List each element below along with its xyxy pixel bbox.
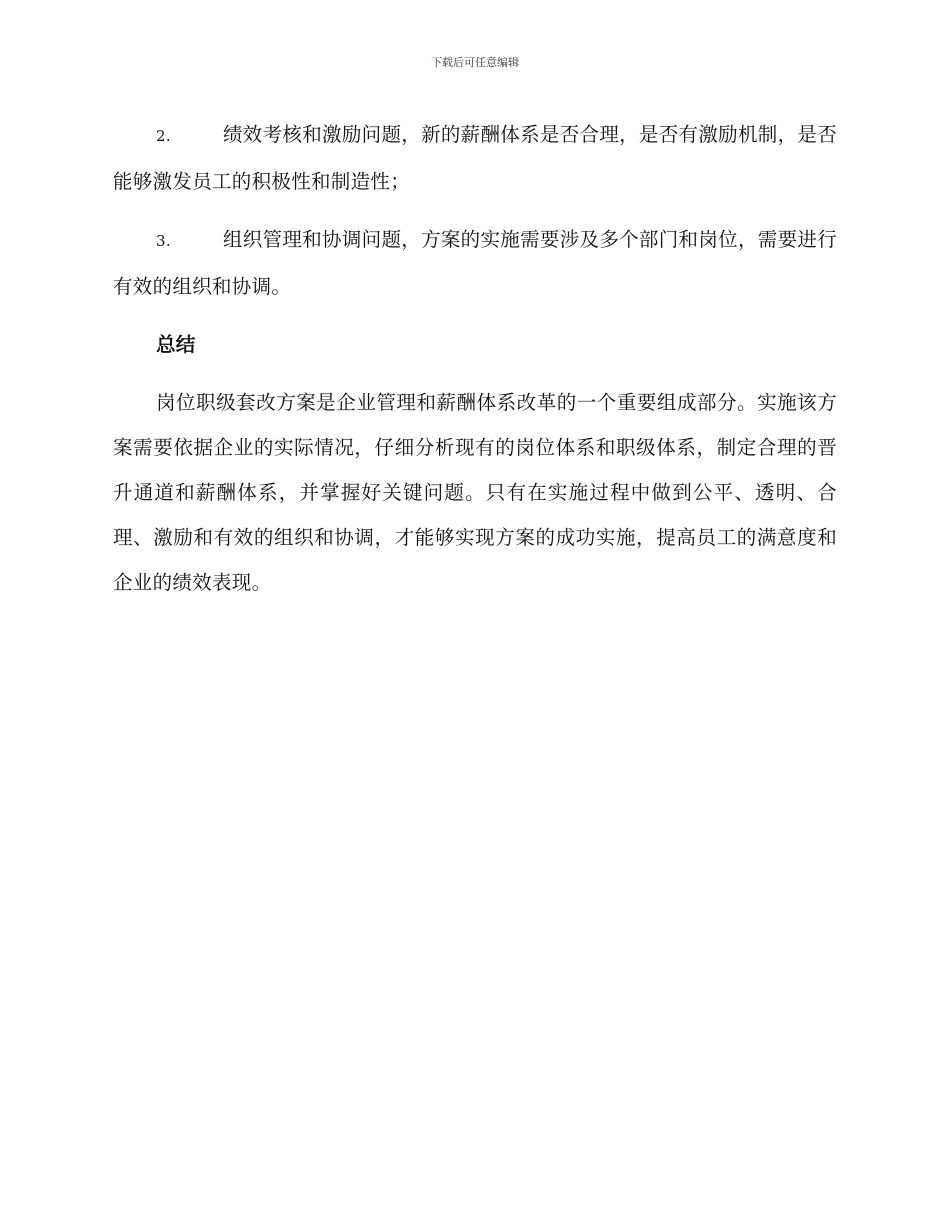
- document-body: [113, 112, 837, 618]
- list-item: [113, 217, 837, 309]
- list-text: 绩效考核和激励问题，新的薪酬体系是否合理，是否有激励机制，是否能够激发员工的积极性和制造性；: [113, 123, 837, 193]
- list-number: 2.: [156, 127, 171, 145]
- list-text: 组织管理和协调问题，方案的实施需要涉及多个部门和岗位，需要进行有效的组织和协调。: [113, 228, 837, 298]
- page-header: 下载后可任意编辑: [431, 56, 519, 69]
- summary-paragraph: 岗位职级套改方案是企业管理和薪酬体系改革的一个重要组成部分。实施该方案需要依据企业的实际情况，仔细分析现有的岗位体系和职级体系，制定合理的晋升通道和薪酬体系，并掌握好关键问题。只有在实施过程中做到公平、透明、合理、激励和有效的组织和协调，才能够实现方案的成功实施，提高员工的满意度和企业的绩效表现。: [113, 391, 837, 594]
- list-number: 3.: [156, 232, 171, 250]
- section-heading: 总结: [156, 333, 196, 356]
- list-item: [113, 112, 837, 204]
